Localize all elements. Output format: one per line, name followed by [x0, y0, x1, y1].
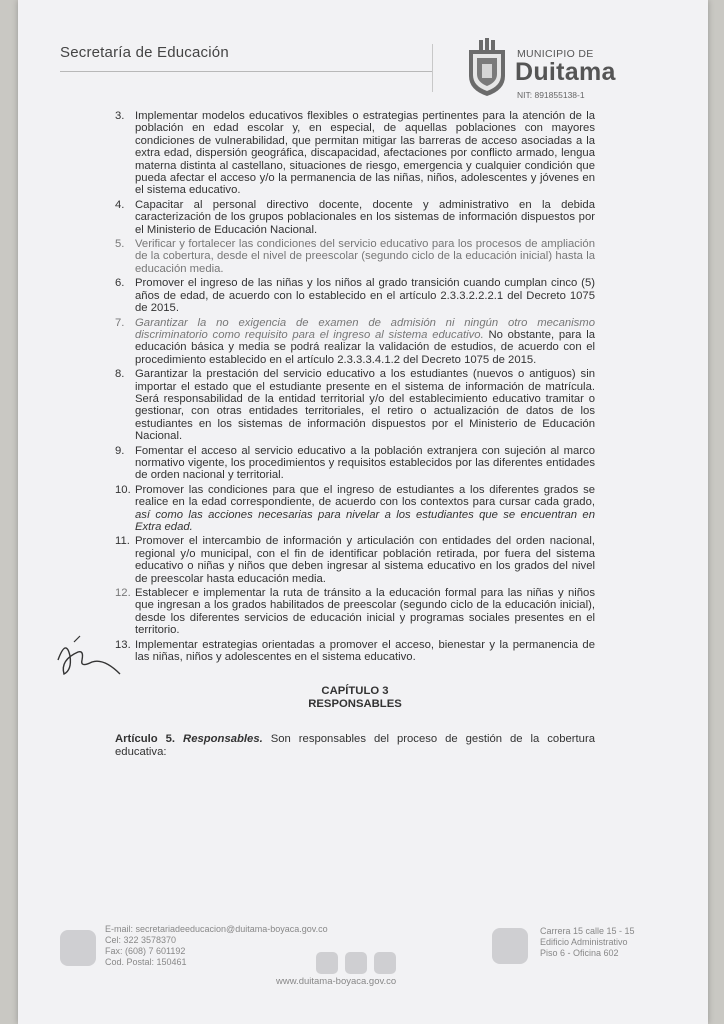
facebook-icon [316, 952, 338, 974]
list-item [115, 368, 595, 443]
header-title: Secretaría de Educación [60, 44, 229, 61]
item-number: 3. [115, 110, 125, 122]
footer-address-line: Carrera 15 calle 15 - 15 [540, 926, 635, 936]
item-number: 10. [115, 483, 131, 496]
article-text: Son responsables del proceso de gestión de la cobertura educativa: [115, 733, 596, 758]
footer-cel: Cel: 322 3578370 [105, 935, 177, 945]
item-text: Promover el ingreso de las niñas y los niños al grado transición cuando cumplan cinco (5) años de edad, de acuerdo con lo establecido en el artículo 2.3.3.2.2.2.1 del Decreto 1075 de 2015. [135, 277, 595, 315]
footer-postal: Cod. Postal: 150461 [105, 957, 187, 967]
footer-website: www.duitama-boyaca.gov.co [276, 976, 397, 987]
list-item [115, 238, 595, 275]
chapter-number: CAPÍTULO 3 [321, 685, 389, 698]
article-paragraph [115, 733, 595, 758]
list-item [115, 444, 595, 482]
item-text: No obstante, para la educación básica y media se podrá realizar la validación de estudios, de acuerdo con el procedimiento establecido en el artículo 2.3.3.3.4.1.2 del Decreto 1075 de 2015. [135, 328, 595, 366]
item-text: Promover el intercambio de información y articulación con entidades del orden nacional, regional y/o municipal, con el fin de identificar población retirada, por fuera del sistema educativo o niñas y niños que deben ingresar al sistema educativo en los grados del nivel de preescolar hasta educación media. [135, 535, 595, 585]
item-number: 13. [115, 638, 131, 651]
list-item [115, 110, 595, 197]
list-item [115, 316, 595, 367]
item-number: 5. [115, 238, 125, 251]
chapter-title: RESPONSABLES [308, 698, 402, 711]
article-title: Responsables. [183, 733, 263, 746]
location-pin-icon [492, 928, 528, 964]
item-text-italic: Garantizar la no exigencia de examen de admisión ni ningún otro mecanismo discriminatorio como requisito para el ingreso al sistema educativo. [135, 316, 595, 341]
list-item [115, 277, 595, 315]
item-text-italic: así como las acciones necesarias para nivelar a los estudiantes que se encuentran en Extra edad. [135, 508, 595, 533]
item-text: Implementar modelos educativos flexibles o estrategias pertinentes para la atención de la población en edad escolar y, en especial, de aquellas poblaciones con mayores condiciones de vulnerabilidad, que permitan mitigar las barreras de acceso asociadas a la extra edad, dispersión geográfica, discapacidad, afectaciones por conflicto armado, lengua materna distinta al castellano, situaciones de riesgo, emergencia y cualquier condición que pueda afectar el acceso y/o la permanencia de las niñas, niños, adolescentes y jóvenes en el sistema educativo. [135, 110, 595, 197]
brand-municipality-label: MUNICIPIO DE [517, 48, 594, 60]
footer-contact [105, 924, 328, 968]
list-item [115, 198, 595, 236]
chapter-heading [115, 685, 595, 711]
item-number: 6. [115, 277, 125, 290]
list-item [115, 483, 595, 534]
item-number: 7. [115, 316, 125, 329]
item-text: Establecer e implementar la ruta de tránsito a la educación formal para las niñas y niños que ingresan a los grados habilitados de preescolar (segundo ciclo de la educación inicial), desde los diferentes servicios de educación inicial y programas sociales presentes en el territorio. [135, 587, 595, 637]
item-text: Verificar y fortalecer las condiciones del servicio educativo para los procesos de ampliación de la cobertura, desde el nivel de preescolar (segundo ciclo de la educación inicial) hasta la educación media. [135, 238, 595, 275]
list-item [115, 638, 595, 664]
footer-address-line: Edificio Administrativo [540, 937, 628, 947]
item-text: Capacitar al personal directivo docente, docente y administrativo en la debida caracterización de los grupos poblacionales en los sistemas de información dispuestos por el Ministerio de Educación Nacional. [135, 198, 595, 236]
brand-name: Duitama [515, 58, 616, 86]
document-body [115, 110, 595, 758]
item-number: 12. [115, 587, 131, 600]
footer-address-line: Piso 6 - Oficina 602 [540, 948, 619, 958]
item-number: 9. [115, 444, 125, 457]
list-item [115, 587, 595, 637]
handwritten-signature [52, 630, 124, 684]
phone-icon [60, 930, 96, 966]
header-divider [60, 71, 432, 72]
item-number: 11. [115, 535, 130, 548]
footer-address [540, 926, 635, 959]
article-label: Artículo 5. [115, 733, 176, 746]
item-text: Garantizar la prestación del servicio educativo a los estudiantes (nuevos o antiguos) sin importar el estado que el estudiante presente en el sistema de información de matrícula. Será responsabilidad de la entidad territorial y/o del establecimiento educativo tramitar o gestionar, con otras entidades territoriales, el retiro o actualización de datos de los estudiantes en los sistemas de información dispuestos por el Ministerio de Educación Nacional. [135, 368, 595, 443]
youtube-icon [374, 952, 396, 974]
footer-email: E-mail: secretariadeeducacion@duitama-boyaca.gov.co [105, 924, 328, 934]
list-item [115, 535, 595, 585]
item-number: 4. [115, 198, 125, 211]
item-text: Fomentar el acceso al servicio educativo a la población extranjera con sujeción al marco normativo vigente, los procedimientos y requisitos establecidos por las diferentes entidades de orden nacional y territorial. [135, 444, 595, 482]
footer-fax: Fax: (608) 7 601192 [105, 946, 186, 956]
header-vertical-divider [432, 44, 433, 92]
item-text: Implementar estrategias orientadas a promover el acceso, bienestar y la permanencia de las niñas, niños y adolescentes en el sistema educativo. [135, 638, 595, 664]
objectives-list [115, 110, 595, 663]
duitama-coat-of-arms-icon [465, 36, 509, 98]
item-number: 8. [115, 368, 125, 381]
item-text: Promover las condiciones para que el ingreso de estudiantes a los diferentes grados se realice en la edad correspondiente, de acuerdo con los contextos para cursar cada grado, [135, 483, 595, 509]
instagram-icon [345, 952, 367, 974]
brand-nit: NIT: 891855138-1 [517, 90, 585, 100]
